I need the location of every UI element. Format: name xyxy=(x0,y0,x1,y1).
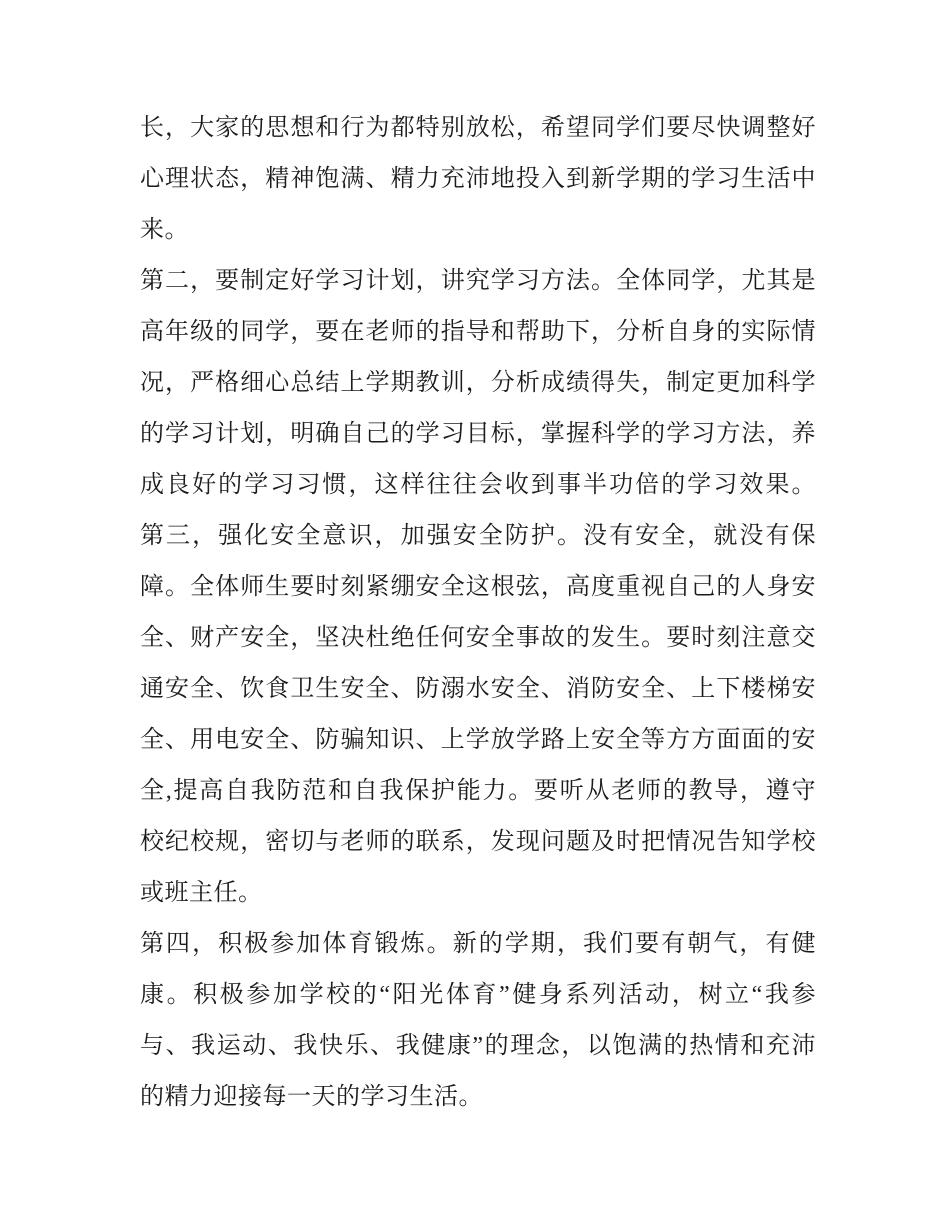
text-line: 来。 xyxy=(140,217,189,243)
text-line: 高年级的同学，要在老师的指导和帮助下，分析自身的实际情 xyxy=(140,319,816,345)
text-line: 况，严格细心总结上学期教训，分析成绩得失，制定更加科学 xyxy=(140,370,816,396)
text-line: 校纪校规，密切与老师的联系，发现问题及时把情况告知学校 xyxy=(140,829,816,855)
text-block xyxy=(140,103,816,1123)
text-line: 与、我运动、我快乐、我健康”的理念，以饱满的热情和充沛 xyxy=(140,1033,816,1059)
text-line: 第三，强化安全意识，加强安全防护。没有安全，就没有保 xyxy=(140,523,816,549)
text-line: 全、用电安全、防骗知识、上学放学路上安全等方方面面的安 xyxy=(140,727,816,753)
text-line: 或班主任。 xyxy=(140,880,263,906)
text-line: 康。积极参加学校的“阳光体育”健身系列活动，树立“我参 xyxy=(140,982,816,1008)
text-line: 的精力迎接每一天的学习生活。 xyxy=(140,1084,483,1110)
text-line: 长，大家的思想和行为都特别放松，希望同学们要尽快调整好 xyxy=(140,115,816,141)
text-line: 全,提高自我防范和自我保护能力。要听从老师的教导，遵守 xyxy=(140,778,816,804)
text-line: 通安全、饮食卫生安全、防溺水安全、消防安全、上下楼梯安 xyxy=(140,676,816,702)
text-line: 的学习计划，明确自己的学习目标，掌握科学的学习方法，养 xyxy=(140,421,816,447)
text-line: 第四，积极参加体育锻炼。新的学期，我们要有朝气，有健 xyxy=(140,931,816,957)
text-line: 全、财产安全，坚决杜绝任何安全事故的发生。要时刻注意交 xyxy=(140,625,816,651)
text-line: 障。全体师生要时刻紧绷安全这根弦，高度重视自己的人身安 xyxy=(140,574,816,600)
text-line: 第二，要制定好学习计划，讲究学习方法。全体同学，尤其是 xyxy=(140,268,816,294)
text-line: 心理状态，精神饱满、精力充沛地投入到新学期的学习生活中 xyxy=(140,166,816,192)
text-line: 成良好的学习习惯，这样往往会收到事半功倍的学习效果。 xyxy=(140,472,816,498)
